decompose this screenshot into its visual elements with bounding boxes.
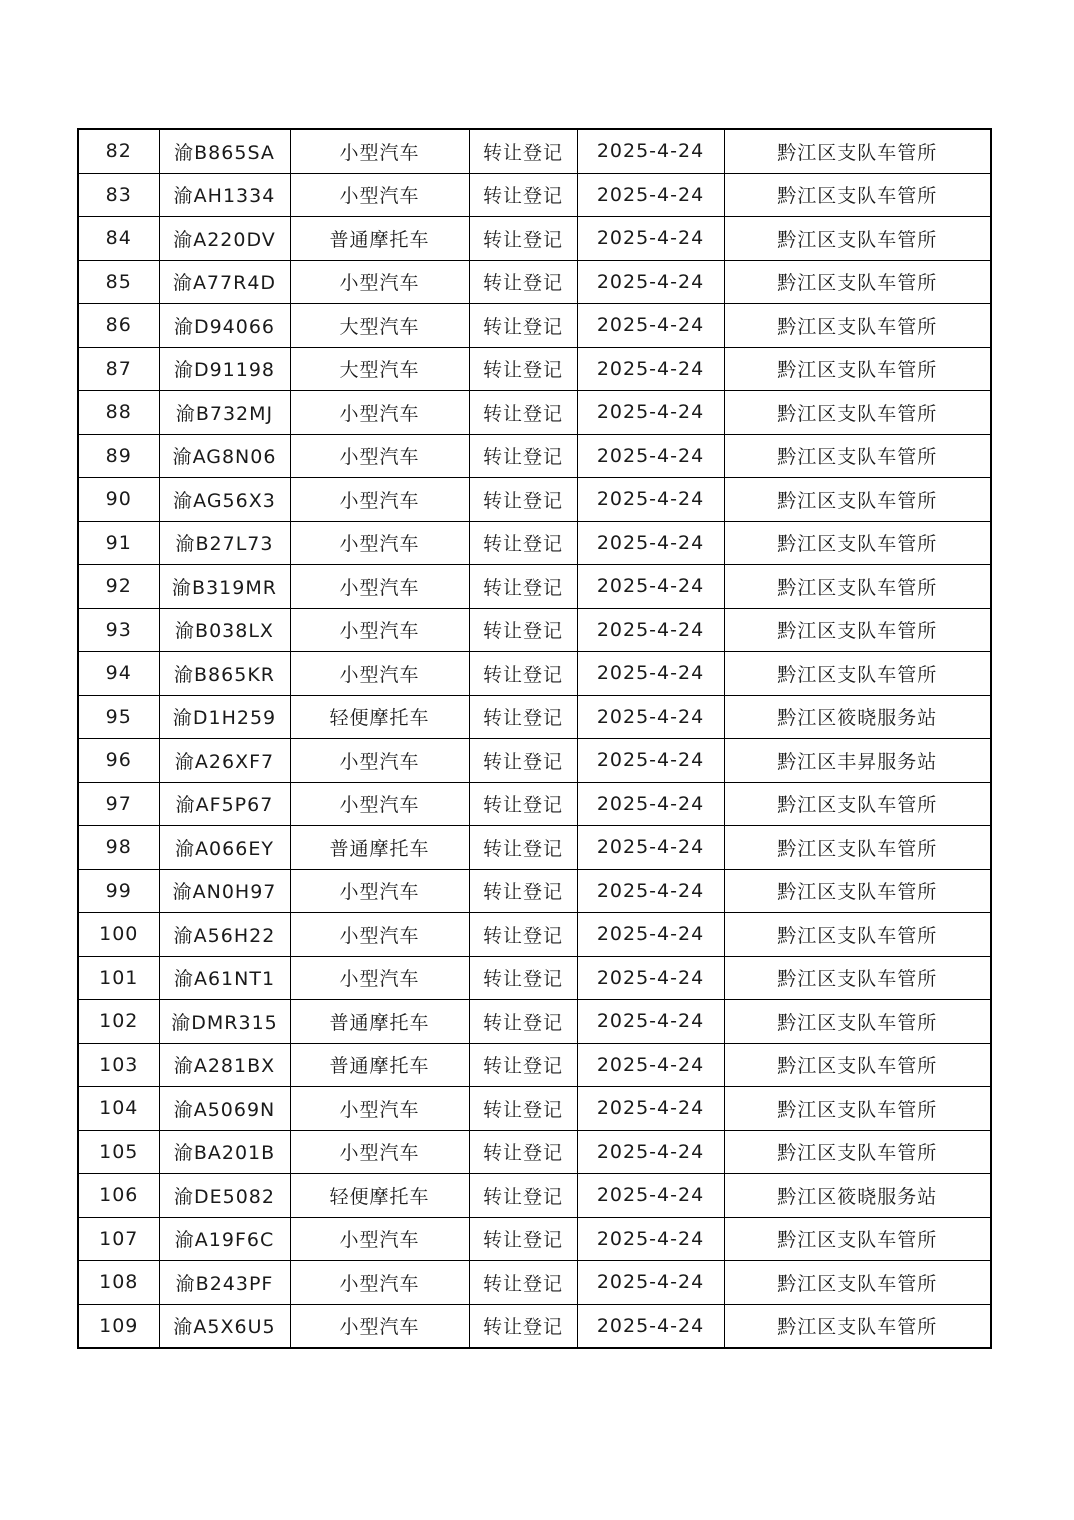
- table-row: [78, 1000, 991, 1044]
- vehicle-type-cell: 小型汽车: [290, 739, 469, 783]
- row-number-cell: 100: [78, 913, 159, 957]
- office-cell: 黔江区支队车管所: [724, 173, 991, 217]
- plate-number-cell: 渝A61NT1: [159, 956, 290, 1000]
- vehicle-type-cell: 普通摩托车: [290, 826, 469, 870]
- plate-number-cell: 渝D91198: [159, 347, 290, 391]
- plate-number-cell: 渝DMR315: [159, 1000, 290, 1044]
- business-type-cell: 转让登记: [469, 1000, 577, 1044]
- office-cell: 黔江区筱晓服务站: [724, 1174, 991, 1218]
- office-cell: 黔江区支队车管所: [724, 782, 991, 826]
- date-cell: 2025-4-24: [577, 869, 724, 913]
- vehicle-type-cell: 小型汽车: [290, 608, 469, 652]
- row-number-cell: 95: [78, 695, 159, 739]
- table-row: [78, 565, 991, 609]
- table-row: [78, 391, 991, 435]
- vehicle-type-cell: 小型汽车: [290, 913, 469, 957]
- row-number-cell: 99: [78, 869, 159, 913]
- date-cell: 2025-4-24: [577, 739, 724, 783]
- plate-number-cell: 渝A066EY: [159, 826, 290, 870]
- date-cell: 2025-4-24: [577, 1000, 724, 1044]
- table-row: [78, 913, 991, 957]
- plate-number-cell: 渝B243PF: [159, 1261, 290, 1305]
- business-type-cell: 转让登记: [469, 1174, 577, 1218]
- vehicle-type-cell: 小型汽车: [290, 1130, 469, 1174]
- office-cell: 黔江区支队车管所: [724, 652, 991, 696]
- vehicle-type-cell: 轻便摩托车: [290, 695, 469, 739]
- office-cell: 黔江区支队车管所: [724, 1304, 991, 1348]
- table-row: [78, 956, 991, 1000]
- date-cell: 2025-4-24: [577, 913, 724, 957]
- date-cell: 2025-4-24: [577, 1304, 724, 1348]
- row-number-cell: 107: [78, 1217, 159, 1261]
- business-type-cell: 转让登记: [469, 869, 577, 913]
- plate-number-cell: 渝A77R4D: [159, 260, 290, 304]
- plate-number-cell: 渝AG56X3: [159, 478, 290, 522]
- date-cell: 2025-4-24: [577, 260, 724, 304]
- row-number-cell: 105: [78, 1130, 159, 1174]
- business-type-cell: 转让登记: [469, 1217, 577, 1261]
- date-cell: 2025-4-24: [577, 1174, 724, 1218]
- vehicle-type-cell: 普通摩托车: [290, 1043, 469, 1087]
- plate-number-cell: 渝A26XF7: [159, 739, 290, 783]
- table-row: [78, 1130, 991, 1174]
- row-number-cell: 89: [78, 434, 159, 478]
- business-type-cell: 转让登记: [469, 565, 577, 609]
- row-number-cell: 84: [78, 217, 159, 261]
- business-type-cell: 转让登记: [469, 391, 577, 435]
- vehicle-type-cell: 小型汽车: [290, 173, 469, 217]
- table-row: [78, 1087, 991, 1131]
- row-number-cell: 83: [78, 173, 159, 217]
- date-cell: 2025-4-24: [577, 1261, 724, 1305]
- office-cell: 黔江区支队车管所: [724, 347, 991, 391]
- vehicle-type-cell: 小型汽车: [290, 1087, 469, 1131]
- table-row: [78, 1304, 991, 1348]
- vehicle-type-cell: 小型汽车: [290, 478, 469, 522]
- plate-number-cell: 渝A56H22: [159, 913, 290, 957]
- plate-number-cell: 渝DE5082: [159, 1174, 290, 1218]
- row-number-cell: 108: [78, 1261, 159, 1305]
- plate-number-cell: 渝B319MR: [159, 565, 290, 609]
- vehicle-type-cell: 小型汽车: [290, 869, 469, 913]
- date-cell: 2025-4-24: [577, 129, 724, 173]
- office-cell: 黔江区支队车管所: [724, 913, 991, 957]
- vehicle-type-cell: 小型汽车: [290, 391, 469, 435]
- date-cell: 2025-4-24: [577, 608, 724, 652]
- office-cell: 黔江区支队车管所: [724, 1261, 991, 1305]
- business-type-cell: 转让登记: [469, 521, 577, 565]
- business-type-cell: 转让登记: [469, 608, 577, 652]
- vehicle-type-cell: 小型汽车: [290, 1217, 469, 1261]
- office-cell: 黔江区支队车管所: [724, 1000, 991, 1044]
- table-row: [78, 826, 991, 870]
- plate-number-cell: 渝B865KR: [159, 652, 290, 696]
- office-cell: 黔江区丰昇服务站: [724, 739, 991, 783]
- business-type-cell: 转让登记: [469, 782, 577, 826]
- plate-number-cell: 渝D94066: [159, 304, 290, 348]
- office-cell: 黔江区支队车管所: [724, 304, 991, 348]
- business-type-cell: 转让登记: [469, 478, 577, 522]
- plate-number-cell: 渝AN0H97: [159, 869, 290, 913]
- office-cell: 黔江区支队车管所: [724, 956, 991, 1000]
- row-number-cell: 91: [78, 521, 159, 565]
- plate-number-cell: 渝B865SA: [159, 129, 290, 173]
- business-type-cell: 转让登记: [469, 347, 577, 391]
- business-type-cell: 转让登记: [469, 129, 577, 173]
- date-cell: 2025-4-24: [577, 434, 724, 478]
- row-number-cell: 97: [78, 782, 159, 826]
- business-type-cell: 转让登记: [469, 1087, 577, 1131]
- vehicle-type-cell: 小型汽车: [290, 434, 469, 478]
- vehicle-type-cell: 小型汽车: [290, 521, 469, 565]
- plate-number-cell: 渝A281BX: [159, 1043, 290, 1087]
- office-cell: 黔江区支队车管所: [724, 260, 991, 304]
- row-number-cell: 90: [78, 478, 159, 522]
- date-cell: 2025-4-24: [577, 347, 724, 391]
- row-number-cell: 103: [78, 1043, 159, 1087]
- table-row: [78, 1043, 991, 1087]
- date-cell: 2025-4-24: [577, 1087, 724, 1131]
- vehicle-type-cell: 轻便摩托车: [290, 1174, 469, 1218]
- plate-number-cell: 渝AF5P67: [159, 782, 290, 826]
- business-type-cell: 转让登记: [469, 1304, 577, 1348]
- row-number-cell: 104: [78, 1087, 159, 1131]
- date-cell: 2025-4-24: [577, 304, 724, 348]
- vehicle-type-cell: 小型汽车: [290, 565, 469, 609]
- table-row: [78, 652, 991, 696]
- office-cell: 黔江区支队车管所: [724, 129, 991, 173]
- vehicle-type-cell: 小型汽车: [290, 129, 469, 173]
- business-type-cell: 转让登记: [469, 739, 577, 783]
- table-body: [78, 129, 991, 1348]
- business-type-cell: 转让登记: [469, 1043, 577, 1087]
- office-cell: 黔江区支队车管所: [724, 434, 991, 478]
- business-type-cell: 转让登记: [469, 695, 577, 739]
- vehicle-transfer-table: [77, 128, 992, 1349]
- office-cell: 黔江区支队车管所: [724, 1130, 991, 1174]
- business-type-cell: 转让登记: [469, 173, 577, 217]
- vehicle-type-cell: 大型汽车: [290, 304, 469, 348]
- plate-number-cell: 渝BA201B: [159, 1130, 290, 1174]
- row-number-cell: 92: [78, 565, 159, 609]
- office-cell: 黔江区支队车管所: [724, 217, 991, 261]
- plate-number-cell: 渝B732MJ: [159, 391, 290, 435]
- table-row: [78, 1174, 991, 1218]
- date-cell: 2025-4-24: [577, 173, 724, 217]
- table-row: [78, 434, 991, 478]
- date-cell: 2025-4-24: [577, 391, 724, 435]
- date-cell: 2025-4-24: [577, 1217, 724, 1261]
- office-cell: 黔江区支队车管所: [724, 478, 991, 522]
- business-type-cell: 转让登记: [469, 217, 577, 261]
- business-type-cell: 转让登记: [469, 913, 577, 957]
- office-cell: 黔江区支队车管所: [724, 1217, 991, 1261]
- row-number-cell: 93: [78, 608, 159, 652]
- plate-number-cell: 渝A5069N: [159, 1087, 290, 1131]
- vehicle-type-cell: 小型汽车: [290, 956, 469, 1000]
- date-cell: 2025-4-24: [577, 826, 724, 870]
- office-cell: 黔江区支队车管所: [724, 608, 991, 652]
- plate-number-cell: 渝AH1334: [159, 173, 290, 217]
- row-number-cell: 87: [78, 347, 159, 391]
- vehicle-type-cell: 小型汽车: [290, 782, 469, 826]
- business-type-cell: 转让登记: [469, 956, 577, 1000]
- business-type-cell: 转让登记: [469, 826, 577, 870]
- row-number-cell: 86: [78, 304, 159, 348]
- plate-number-cell: 渝A19F6C: [159, 1217, 290, 1261]
- date-cell: 2025-4-24: [577, 956, 724, 1000]
- date-cell: 2025-4-24: [577, 695, 724, 739]
- business-type-cell: 转让登记: [469, 1261, 577, 1305]
- table-row: [78, 260, 991, 304]
- row-number-cell: 96: [78, 739, 159, 783]
- vehicle-type-cell: 小型汽车: [290, 1261, 469, 1305]
- table-row: [78, 173, 991, 217]
- plate-number-cell: 渝A220DV: [159, 217, 290, 261]
- row-number-cell: 106: [78, 1174, 159, 1218]
- office-cell: 黔江区支队车管所: [724, 869, 991, 913]
- plate-number-cell: 渝A5X6U5: [159, 1304, 290, 1348]
- table-row: [78, 347, 991, 391]
- table-row: [78, 1261, 991, 1305]
- business-type-cell: 转让登记: [469, 1130, 577, 1174]
- row-number-cell: 98: [78, 826, 159, 870]
- office-cell: 黔江区支队车管所: [724, 521, 991, 565]
- date-cell: 2025-4-24: [577, 652, 724, 696]
- office-cell: 黔江区支队车管所: [724, 391, 991, 435]
- plate-number-cell: 渝D1H259: [159, 695, 290, 739]
- vehicle-type-cell: 小型汽车: [290, 260, 469, 304]
- vehicle-type-cell: 小型汽车: [290, 652, 469, 696]
- row-number-cell: 94: [78, 652, 159, 696]
- date-cell: 2025-4-24: [577, 1130, 724, 1174]
- office-cell: 黔江区筱晓服务站: [724, 695, 991, 739]
- plate-number-cell: 渝AG8N06: [159, 434, 290, 478]
- vehicle-type-cell: 普通摩托车: [290, 217, 469, 261]
- date-cell: 2025-4-24: [577, 565, 724, 609]
- table-row: [78, 1217, 991, 1261]
- table-row: [78, 478, 991, 522]
- row-number-cell: 85: [78, 260, 159, 304]
- date-cell: 2025-4-24: [577, 478, 724, 522]
- table-row: [78, 304, 991, 348]
- vehicle-type-cell: 大型汽车: [290, 347, 469, 391]
- row-number-cell: 101: [78, 956, 159, 1000]
- plate-number-cell: 渝B038LX: [159, 608, 290, 652]
- table-row: [78, 129, 991, 173]
- date-cell: 2025-4-24: [577, 1043, 724, 1087]
- table-row: [78, 782, 991, 826]
- row-number-cell: 102: [78, 1000, 159, 1044]
- row-number-cell: 82: [78, 129, 159, 173]
- office-cell: 黔江区支队车管所: [724, 1043, 991, 1087]
- date-cell: 2025-4-24: [577, 782, 724, 826]
- date-cell: 2025-4-24: [577, 217, 724, 261]
- date-cell: 2025-4-24: [577, 521, 724, 565]
- row-number-cell: 88: [78, 391, 159, 435]
- office-cell: 黔江区支队车管所: [724, 826, 991, 870]
- office-cell: 黔江区支队车管所: [724, 565, 991, 609]
- business-type-cell: 转让登记: [469, 652, 577, 696]
- vehicle-type-cell: 小型汽车: [290, 1304, 469, 1348]
- table-row: [78, 869, 991, 913]
- business-type-cell: 转让登记: [469, 304, 577, 348]
- table-row: [78, 217, 991, 261]
- business-type-cell: 转让登记: [469, 260, 577, 304]
- office-cell: 黔江区支队车管所: [724, 1087, 991, 1131]
- table-row: [78, 695, 991, 739]
- business-type-cell: 转让登记: [469, 434, 577, 478]
- row-number-cell: 109: [78, 1304, 159, 1348]
- table-row: [78, 521, 991, 565]
- table-row: [78, 608, 991, 652]
- vehicle-type-cell: 普通摩托车: [290, 1000, 469, 1044]
- table-row: [78, 739, 991, 783]
- plate-number-cell: 渝B27L73: [159, 521, 290, 565]
